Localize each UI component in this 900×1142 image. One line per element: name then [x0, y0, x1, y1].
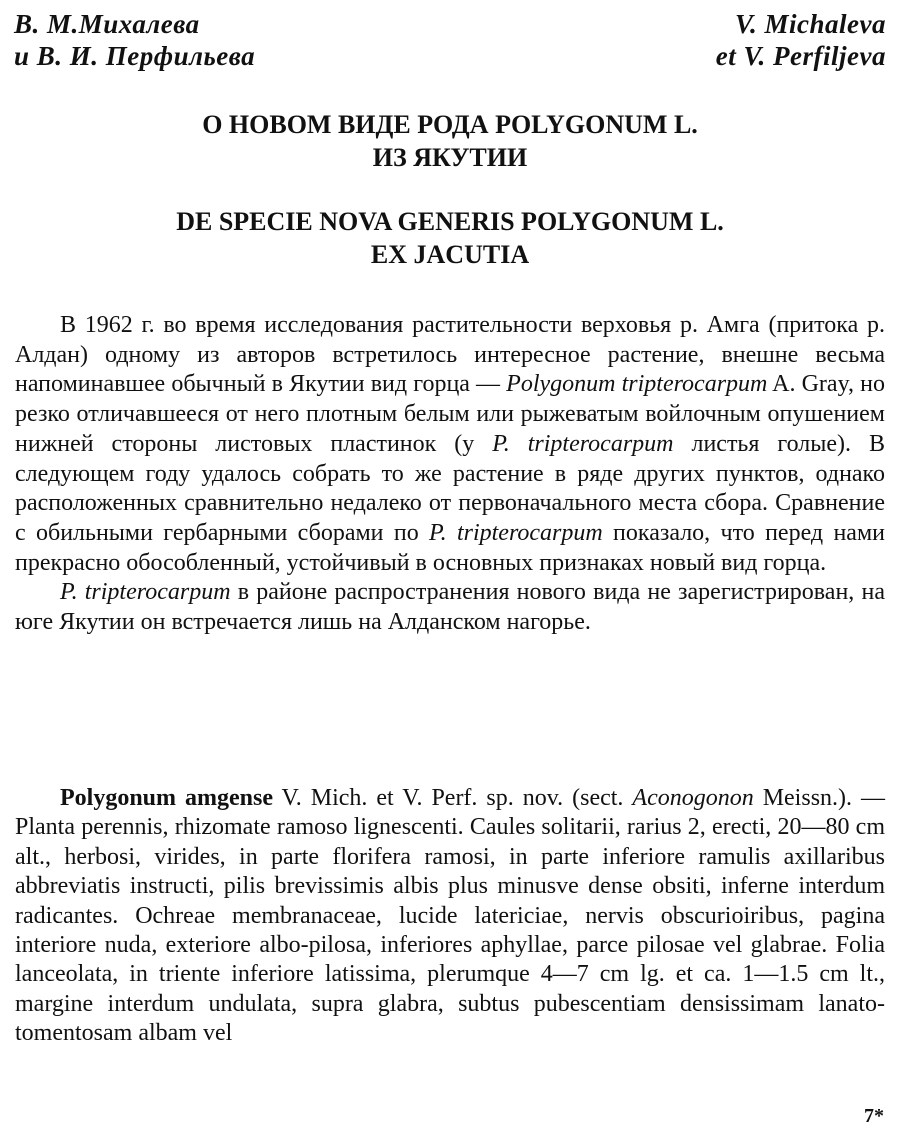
species-name: P. tripterocarpum [60, 579, 231, 606]
text-span: листья голые). В следующем году удалось собрать то же растение в ряде других пунктов, однако расположенных сравнительно недалеко от первоначального места сбора. Сравнение с обильными гербарными сборами по [15, 430, 885, 546]
title-russian [0, 108, 900, 174]
species-name-new: Polygonum amgense [60, 785, 273, 811]
authors-russian [14, 8, 255, 72]
paragraph [15, 578, 885, 637]
title-latin [0, 205, 900, 271]
title-line: ИЗ ЯКУТИИ [372, 143, 528, 172]
authors-latin [716, 8, 886, 72]
paragraph [15, 311, 885, 578]
author-line: и В. И. Перфильева [14, 41, 256, 71]
title-line: EX JACUTIA [370, 240, 530, 269]
title-line: DE SPECIE NOVA GENERIS POLYGONUM L. [176, 207, 724, 236]
author-line: V. Michaleva [734, 9, 886, 39]
paragraph [15, 784, 885, 1049]
author-line: В. М.Михалева [14, 9, 200, 39]
author-line: et V. Perfiljeva [715, 41, 886, 71]
text-span: A. Gray, но резко отличавшееся от него плотным белым или рыжеватым войлочным опушением нижней стороны листовых пластинок (у [15, 371, 885, 457]
text-span: Meissn.). — Planta perennis, rhizomate ramoso lignescenti. Caules solitarii, rarius 2, erecti, 20—80 cm alt., herbosi, virides, in parte florifera ramosi, in parte inferiore ramulis axillaribus abbreviatis instructi, pilis brevissimis albis plus minusve dense obsiti, inferne interdum radicantes. Ochreae membranaceae, lucide latericiae, nervis obscurioiribus, pagina interiore nuda, exteriore albo-pilosa, inferiores aphyllae, parce pilosae vel glabrae. Folia lanceolata, in triente inferiore latissima, plerumque 4—7 cm lg. et ca. 1—1.5 cm lt., margine interdum undulata, supra glabra, subtus pubescentiam densissimam lanato-tomentosam albam vel [15, 785, 885, 1047]
species-name: P. tripterocarpum [429, 519, 603, 546]
species-name: Polygonum tripterocarpum [506, 371, 768, 398]
title-line: О НОВОМ ВИДЕ РОДА POLYGONUM L. [202, 110, 698, 139]
text-span: V. Mich. et V. Perf. sp. nov. (sect. [272, 785, 633, 811]
page-number: 7* [864, 1105, 884, 1127]
species-name: P. tripterocarpum [492, 430, 674, 457]
text-span: В 1962 г. во время исследования растительности верховья р. Амга (притока р. Алдан) одному из авторов встретилось интересное растение, внешне весьма напоминавшее обычный в Якутии вид горца — [15, 312, 885, 398]
section-name: Aconogonon [632, 785, 754, 811]
latin-diagnosis [15, 784, 885, 1049]
introduction [15, 311, 885, 638]
author-header [14, 8, 886, 72]
text-span: в районе распространения нового вида не зарегистрирован, на юге Якутии он встречается лишь на Алданском нагорье. [15, 579, 885, 636]
text-span: показало, что перед нами прекрасно обособленный, устойчивый в основных признаках новый вид горца. [15, 519, 885, 576]
